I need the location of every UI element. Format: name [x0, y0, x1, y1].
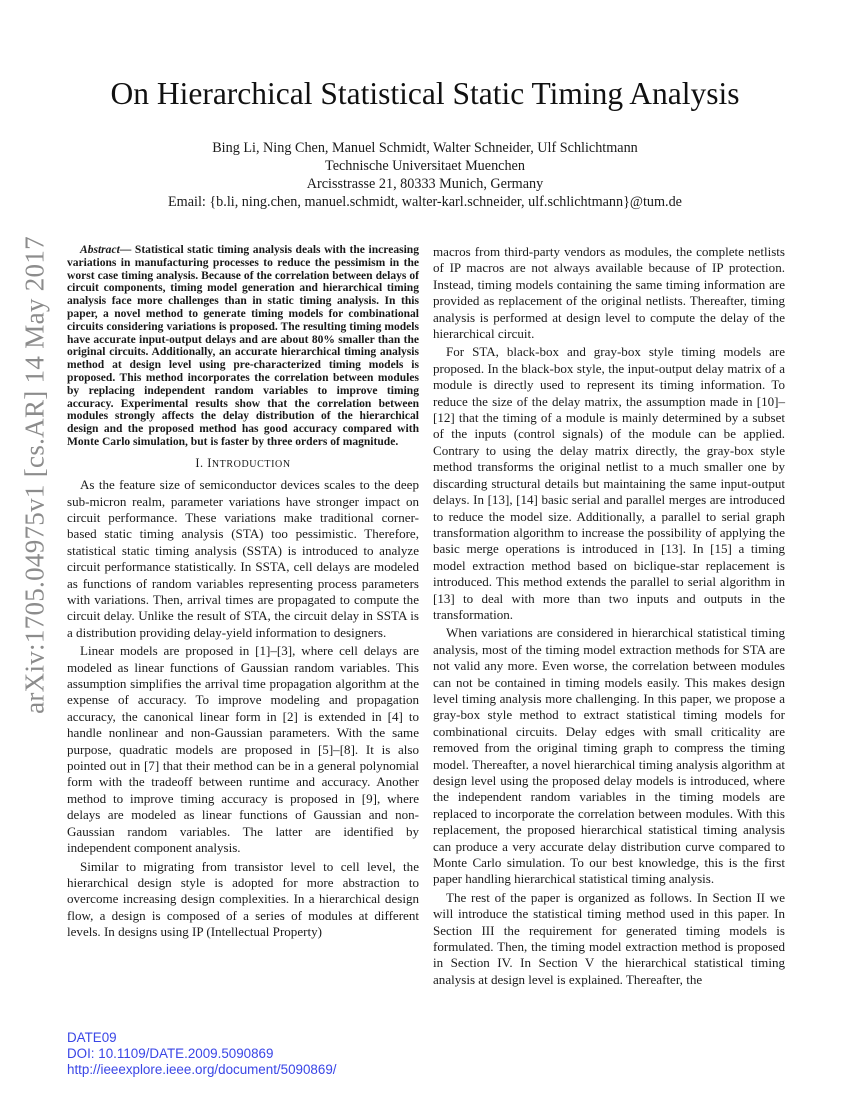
author-email: Email: {b.li, ning.chen, manuel.schmidt, walter-karl.schneider, ulf.schlichtmann}@tum.de — [168, 194, 682, 210]
body-paragraph: Linear models are proposed in [1]–[3], where cell delays are modeled as linear functions of Gaussian random variables. This assumption simplifies the arrival time propagation algorithm at the expense of accuracy. To improve modeling and propagation accuracy, the canonical linear form in [2] is extended in [4] to handle nonlinear and non-Gaussian parameters. With the same purpose, quadratic models are proposed in [5]–[8]. It is also pointed out in [7] that their method can be in a general polynomial form with the tradeoff between runtime and accuracy. Another method to improve timing accuracy is proposed in [9], where delays are modeled as linear functions of Gaussian and non-Gaussian random variables. The latter are identified by independent component analysis. — [67, 643, 419, 856]
author-block — [60, 139, 790, 211]
arxiv-identifier-stamp — [19, 236, 50, 714]
body-paragraph: As the feature size of semiconductor devices scales to the deep sub-micron realm, parameter variations have stronger impact on circuit performance. These variations make traditional corner-based static timing analysis (STA) too pessimistic. Therefore, statistical static timing analysis (SSTA) is introduced to analyze circuit performance statistically. In SSTA, cell delays are modeled as functions of random variables representing process parameters with variations. Then, arrival times are propagated to compute the circuit delay. Unlike the result of STA, the circuit delay in SSTA is a distribution providing delay-yield information to designers. — [67, 477, 419, 640]
publication-footer — [67, 1030, 337, 1078]
body-paragraph: When variations are considered in hierarchical statistical timing analysis, most of the timing model extraction methods for STA are not valid any more. Even worse, the correlation between modules can not be contained in timing models easily. This makes design level timing analysis more challenging. In this paper, we propose a gray-box style method to extract statistical timing models for combinational circuits. Delay edges with small criticality are removed from the original timing graph to compress the timing model. Thereafter, a novel hierarchical timing analysis algorithm at design level using the proposed delay models is introduced, where the independent random variables in the timing models are replaced to incorporate the correlation between modules. With this replacement, the proposed hierarchical statistical timing analysis can produce a very accurate delay distribution curve compared to Monte Carlo simulation. To our best knowledge, this is the first paper handling hierarchical statistical timing analysis. — [433, 625, 785, 887]
author-affiliation: Technische Universitaet Muenchen — [325, 158, 525, 174]
body-paragraph: Similar to migrating from transistor level to cell level, the hierarchical design style is adopted for more abstraction to overcome increasing design complexities. In a hierarchical design flow, a design is composed of a series of modules at different levels. In designs using IP (Intellectual Property) — [67, 858, 419, 940]
footer-doi: DOI: 10.1109/DATE.2009.5090869 — [67, 1046, 274, 1061]
arxiv-stamp-text: arXiv:1705.04975v1 [cs.AR] 14 May 2017 — [19, 236, 50, 714]
left-column — [67, 244, 419, 943]
abstract-label: Abstract — [80, 244, 120, 256]
abstract — [67, 244, 419, 449]
section-title-initial: I — [207, 455, 212, 470]
section-number: I. — [195, 455, 204, 470]
footer-url-link[interactable]: http://ieeexplore.ieee.org/document/5090869/ — [67, 1062, 337, 1077]
section-title-rest: NTRODUCTION — [211, 458, 291, 470]
body-paragraph: The rest of the paper is organized as follows. In Section II we will introduce the statistical timing method used in this paper. In Section III the requirement for generated timing models is formulated. Then, the timing model extraction method is proposed in Section IV. In Section V the hierarchical statistical timing analysis at design level is explained. Thereafter, the — [433, 889, 785, 987]
right-column — [433, 244, 785, 990]
section-heading-introduction — [67, 455, 419, 473]
body-paragraph: macros from third-party vendors as modules, the complete netlists of IP macros are not always available because of IP protection. Instead, timing models containing the same timing information are provided as replacement of the original netlists. Thereafter, timing analysis is performed at design level to compute the delay of the hierarchical circuit. — [433, 244, 785, 342]
author-address: Arcisstrasse 21, 80333 Munich, Germany — [306, 176, 544, 192]
author-names: Bing Li, Ning Chen, Manuel Schmidt, Walter Schneider, Ulf Schlichtmann — [212, 140, 638, 156]
footer-venue: DATE09 — [67, 1030, 117, 1045]
abstract-text: — Statistical static timing analysis deals with the increasing variations in manufacturing processes to reduce the pessimism in the worst case timing analysis. Because of the correlation between delays of circuit components, timing model generation and hierarchical timing analysis face more challenges than in static timing analysis. In this paper, a novel method to generate timing models for combinational circuits considering variations is proposed. The resulting timing models have accurate input-output delays and are about 80% smaller than the original circuits. Additionally, an accurate hierarchical timing analysis method at design level using pre-characterized timing models is proposed. This method incorporates the correlation between modules by replacing independent random variables to improve timing accuracy. Experimental results show that the correlation between modules strongly affects the delay distribution of the hierarchical design and the proposed method has good accuracy compared with Monte Carlo simulation, but is faster by three orders of magnitude. — [67, 244, 419, 448]
paper-title: On Hierarchical Statistical Static Timing Analysis — [110, 76, 740, 111]
body-paragraph: For STA, black-box and gray-box style timing models are proposed. In the black-box style, the input-output delay matrix of a module is directly used to represent its timing information. To reduce the size of the delay matrix, the assumption made in [10]–[12] that the timing of a module is mainly determined by a subset of the inputs (control signals) of the module can be applied. Contrary to using the delay matrix directly, the gray-box style method transforms the original netlist to a much smaller one by discarding structural details but maintaining the same input-output delays. In [13], [14] basic serial and parallel merges are introduced to reduce the model size. Additionally, a parallel to serial graph transformation algorithm to increase the possibility of applying the basic merge operations is introduced in [13]. In [15] a timing model extraction method based on biclique-star replacement is introduced. This method extends the parallel to serial algorithm in [13] to deal with more than two inputs and outputs in the transformation. — [433, 344, 785, 622]
